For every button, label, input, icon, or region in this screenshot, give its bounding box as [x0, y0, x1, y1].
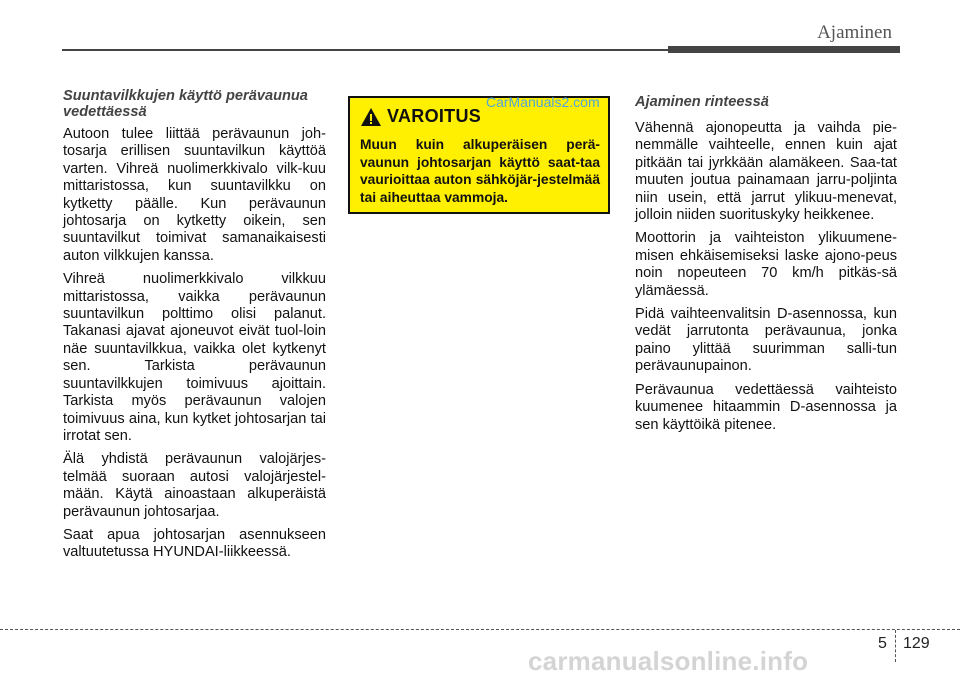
footer-separator: [895, 630, 896, 662]
watermark-bottom: carmanualsonline.info: [528, 646, 809, 676]
warning-header: [360, 106, 481, 127]
warning-triangle-icon: [360, 107, 382, 127]
header-rule: [62, 49, 668, 51]
page-number: 129: [903, 635, 930, 652]
warning-title: VAROITUS: [387, 106, 482, 126]
watermark-top: CarManuals2.com: [486, 94, 600, 110]
warning-text: Muun kuin alkuperäisen perä-vaunun johtosarjan käyttö saat-taa vaurioittaa auton sähköjär-jestelmää tai aiheuttaa vammoja.: [360, 137, 600, 205]
paragraph: Pidä vaihteenvalitsin D-asennossa, kun vedät jarrutonta perävaunua, jonka paino ylittää suurimman salli-tun perävaunupainon.: [635, 306, 897, 375]
chapter-number: 5: [878, 635, 887, 652]
section-heading-hill-driving: Ajaminen rinteessä: [635, 94, 769, 110]
left-column: [63, 88, 326, 568]
paragraph: Saat apua johtosarjan asennukseen valtuutetussa HYUNDAI-liikkeessä.: [63, 526, 326, 561]
header-bar: [668, 46, 900, 53]
paragraph: Perävaunua vedettäessä vaihteisto kuumenee hitaammin D-asennossa ja sen käyttöikä pitenee.: [635, 381, 897, 433]
chapter-title: Ajaminen: [817, 22, 892, 43]
paragraph: Älä yhdistä perävaunun valojärjes-telmää suoraan autosi valojärjestel-mään. Käytä ainoastaan alkuperäistä perävaunun johtosarjaa.: [63, 451, 326, 520]
warning-box: [348, 96, 610, 214]
paragraph: Autoon tulee liittää perävaunun joh-tosarja erillisen suuntavilkun käyttöä varten. Vihreä nuolimerkkivalo vilk-kuu mittaristossa, kun suuntavilkku on kytketty päälle. Kun perävaunun johtosarja on kytketty oikein, sen suuntavilkut toimivat samanaikaisesti auton vilkkujen kanssa.: [63, 126, 326, 264]
paragraph: Vihreä nuolimerkkivalo vilkkuu mittaristossa, vaikka perävaunun suuntavilkun polttimo olisi palanut. Takanasi ajavat ajoneuvot eivät tuol-loin näe suuntavilkkua, vaikka olet kytkenyt sen. Tarkista perävaunun suuntavilkkujen toimivuus ajoittain. Tarkista myös perävaunun valojen toimivuus aina, kun kytket johtosarjan tai irrotat sen.: [63, 271, 326, 444]
paragraph: Vähennä ajonopeutta ja vaihda pie-nemmälle vaihteelle, ennen kuin ajat pitkään tai jyrkkään alamäkeen. Saa-tat muuten joutua painamaan jarru-poljinta niin usein, että jarrut ylikuu-menevat, jolloin niiden suorituskyky heikkenee.: [635, 120, 897, 224]
paragraph: Moottorin ja vaihteiston ylikuumene-misen ehkäisemiseksi laske ajono-peus noin nopeuteen 70 km/h pitkäs-sä ylämäessä.: [635, 230, 897, 299]
footer-rule: [0, 629, 960, 630]
right-column: [635, 94, 897, 440]
section-heading-turn-signals: Suuntavilkkujen käyttö perävaunua vedettäessä: [63, 88, 308, 120]
